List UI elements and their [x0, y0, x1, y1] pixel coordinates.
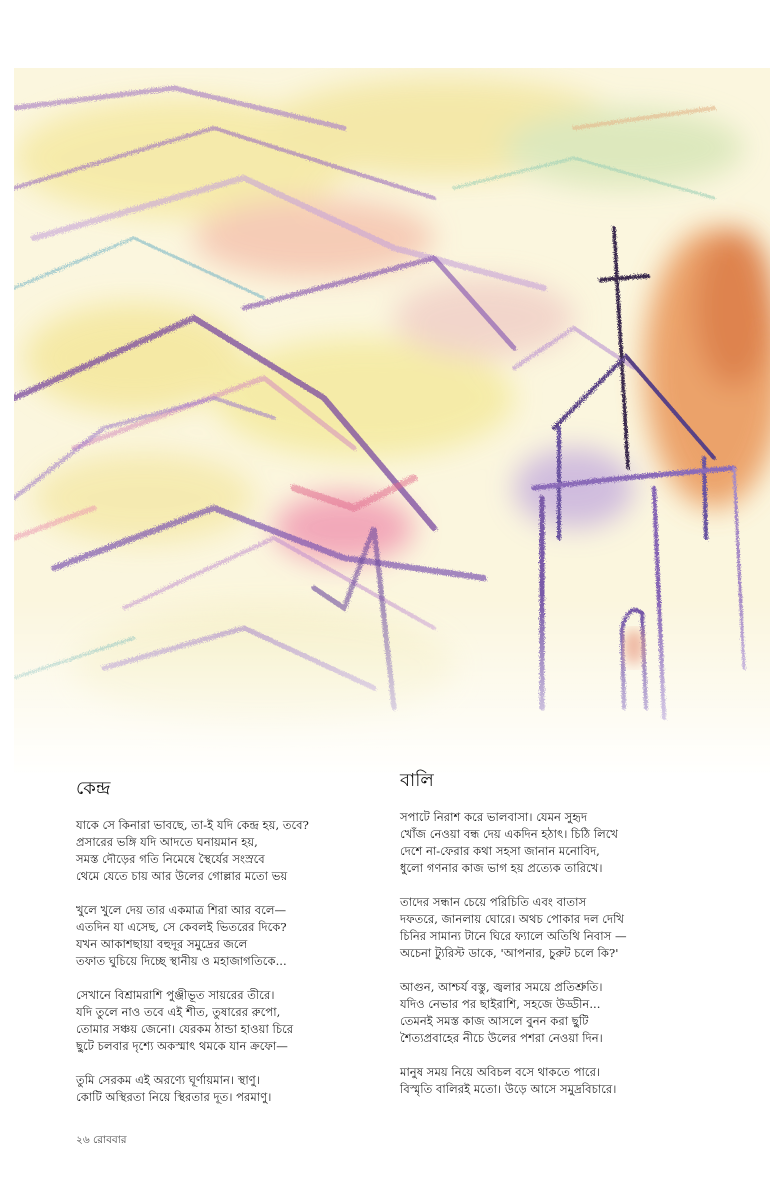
- poem-line: খুলে খুলে দেয় তার একমাত্র শিরা আর বলে—: [76, 903, 287, 917]
- poem-line: অচেনা ট্যুরিস্ট ডাকে, 'আপনার, চুরুট চলে কি?': [400, 946, 619, 960]
- stanza: [76, 987, 376, 1055]
- poem-line: ধুলো গণনার কাজ ভাগ হয় প্রত্যেক তারিখে।: [400, 861, 603, 875]
- pastel-illustration: [14, 68, 770, 773]
- poem-line: সেখানে বিশ্রামরাশি পুঞ্জীভূত সায়রের তীরে।: [76, 988, 275, 1002]
- stanza: [400, 894, 700, 962]
- poem-line: তেমনই সমস্ত কাজ আসলে বুনন করা ছুটি: [400, 1014, 589, 1028]
- poem-line: তোমার সঞ্চয় জেনো। যেরকম ঠান্ডা হাওয়া চিরে: [76, 1022, 294, 1036]
- stanza: [76, 902, 376, 970]
- poem-line: খোঁজ নেওয়া বন্ধ দেয় একদিন হঠাৎ। চিঠি লিখে: [400, 827, 619, 841]
- poem-title: বালি: [400, 770, 434, 791]
- poem-line: এতদিন যা এসেছ, সে কেবলই ভিতরের দিকে?: [76, 920, 287, 934]
- poem-line: যখন আকাশছায়া বহুদূর সমুদ্রের জলে: [76, 937, 248, 951]
- poem-line: সমস্ত দৌড়ের গতি নিমেষে স্থৈর্যের সংস্রবে: [76, 852, 265, 866]
- poem-line: সপাটে নিরাশ করে ভালবাসা। যেমন সুহৃদ: [400, 810, 588, 824]
- stanza: [400, 1064, 700, 1098]
- poem-line: মানুষ সময় নিয়ে অবিচল বসে থাকতে পারে।: [400, 1065, 601, 1079]
- poem-line: তুমি সেরকম এই অরণ্যে ঘূর্ণায়মান। স্থাণু।: [76, 1073, 260, 1087]
- church-pastel-drawing-icon: [14, 68, 770, 773]
- page-footer: ২৬ রোববার: [76, 1134, 127, 1146]
- stanza: [76, 1072, 376, 1106]
- poem-line: যাকে সে কিনারা ভাবছে, তা-ই যদি কেন্দ্র হয়, তবে?: [76, 818, 309, 832]
- poem-line: বিস্মৃতি বালিরই মতো। উড়ে আসে সমুদ্রবিচারে।: [400, 1082, 617, 1096]
- poem-line: শৈত্যপ্রবাহের নীচে উলের পশরা নেওয়া দিন।: [400, 1031, 603, 1045]
- poem-line: চিনির সামান্য টানে ঘিরে ফ্যালে অতিথি নিবাস —: [400, 929, 627, 943]
- stanza: [400, 979, 700, 1047]
- poem-title: কেন্দ্র: [76, 778, 111, 799]
- poem-line: থেমে যেতে চায় আর উলের গোল্লার মতো ভয়: [76, 869, 288, 883]
- poem-line: কোটি অস্থিরতা নিয়ে স্থিরতার দূত। পরমাণু।: [76, 1090, 272, 1104]
- stanza: [76, 817, 376, 885]
- poem-line: যদিও নেভার পর ছাইরাশি, সহজে উড্ডীন...: [400, 997, 601, 1011]
- poem-line: দফতরে, জানলায় ঘোরে। অথচ পোকার দল দেখি: [400, 912, 625, 926]
- poem-line: যদি তুলে নাও তবে এই শীত, তুষারের রুপো,: [76, 1005, 281, 1019]
- poem-line: তাদের সন্ধান চেয়ে পরিচিতি এবং বাতাস: [400, 895, 587, 909]
- poem-kendra: [76, 774, 376, 1123]
- poem-line: দেশে না-ফেরার কথা সহসা জানান মনোবিদ,: [400, 844, 600, 858]
- poem-bali: [400, 766, 700, 1115]
- poem-line: প্রসারের ভঙ্গি যদি আদতে ঘনায়মান হয়,: [76, 835, 258, 849]
- poem-line: তফাত ঘুচিয়ে দিচ্ছে স্থানীয় ও মহাজাগতিকে...: [76, 954, 287, 968]
- poem-line: ছুটে চলবার দৃশ্যে অকস্মাৎ থমকে যান ক্রফো—: [76, 1039, 288, 1053]
- poem-line: আগুন, আশ্চর্য বস্তু, জ্বলার সময়ে প্রতিশ্রুতি।: [400, 980, 603, 994]
- stanza: [400, 809, 700, 877]
